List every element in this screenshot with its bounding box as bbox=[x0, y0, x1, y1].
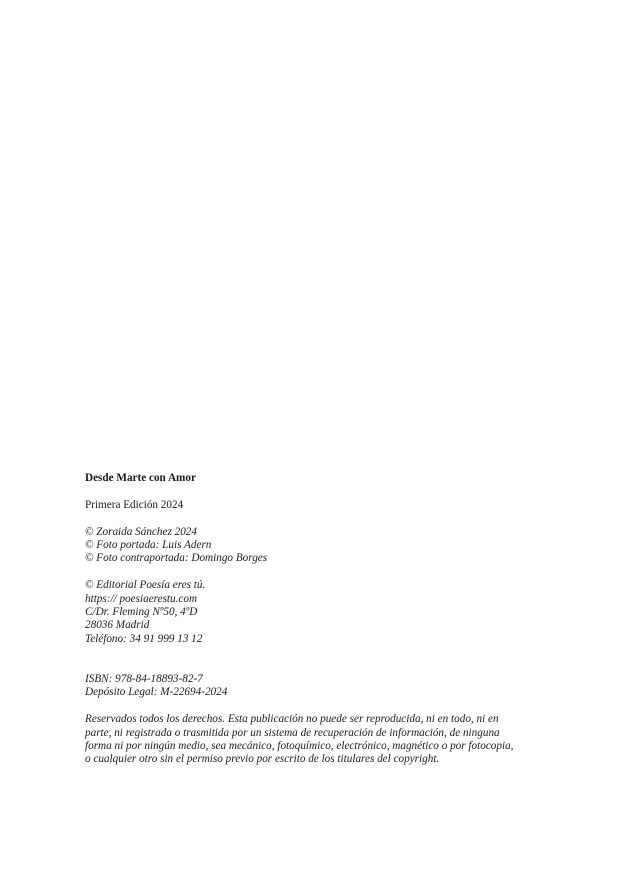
copyright-page bbox=[85, 472, 545, 767]
legal-block bbox=[85, 673, 545, 700]
edition-line: Primera Edición 2024 bbox=[85, 498, 184, 511]
spacer bbox=[85, 512, 545, 525]
back-cover-photo-credit: © Foto contraportada: Domingo Borges bbox=[85, 552, 268, 565]
publisher-website: https:// poesiaerestu.com bbox=[85, 592, 198, 605]
book-title: Desde Marte con Amor bbox=[85, 472, 196, 484]
legal-deposit: Depósito Legal: M-22694-2024 bbox=[85, 686, 228, 699]
isbn: ISBN: 978-84-18893-82-7 bbox=[85, 673, 203, 686]
publisher-street: C/Dr. Fleming Nº50, 4ºD bbox=[85, 606, 198, 619]
publisher-city: 28036 Madrid bbox=[85, 619, 150, 632]
cover-photo-credit: © Foto portada: Luis Adern bbox=[85, 539, 212, 551]
rights-notice bbox=[85, 713, 545, 767]
rights-line: parte, ni registrada o trasmitida por un sistema de recuperación de información, de ninguna bbox=[85, 726, 500, 739]
spacer bbox=[85, 700, 545, 713]
rights-line: o cualquier otro sin el permiso previo por escrito de los titulares del copyright. bbox=[85, 753, 440, 766]
publisher-name: © Editorial Poesía eres tú. bbox=[85, 579, 206, 592]
publisher-phone: Teléfono: 34 91 999 13 12 bbox=[85, 632, 203, 645]
author-copyright: © Zoraida Sánchez 2024 bbox=[85, 525, 197, 538]
rights-line: forma ni por ningún medio, sea mecánico, fotoquímico, electrónico, magnético o por fotocopia, bbox=[85, 740, 514, 753]
rights-line: Reservados todos los derechos. Esta publicación no puede ser reproducida, ni en todo, ni en bbox=[85, 713, 499, 726]
publisher-block bbox=[85, 579, 545, 646]
spacer bbox=[85, 566, 545, 579]
credits-block bbox=[85, 526, 545, 566]
spacer bbox=[85, 646, 545, 673]
